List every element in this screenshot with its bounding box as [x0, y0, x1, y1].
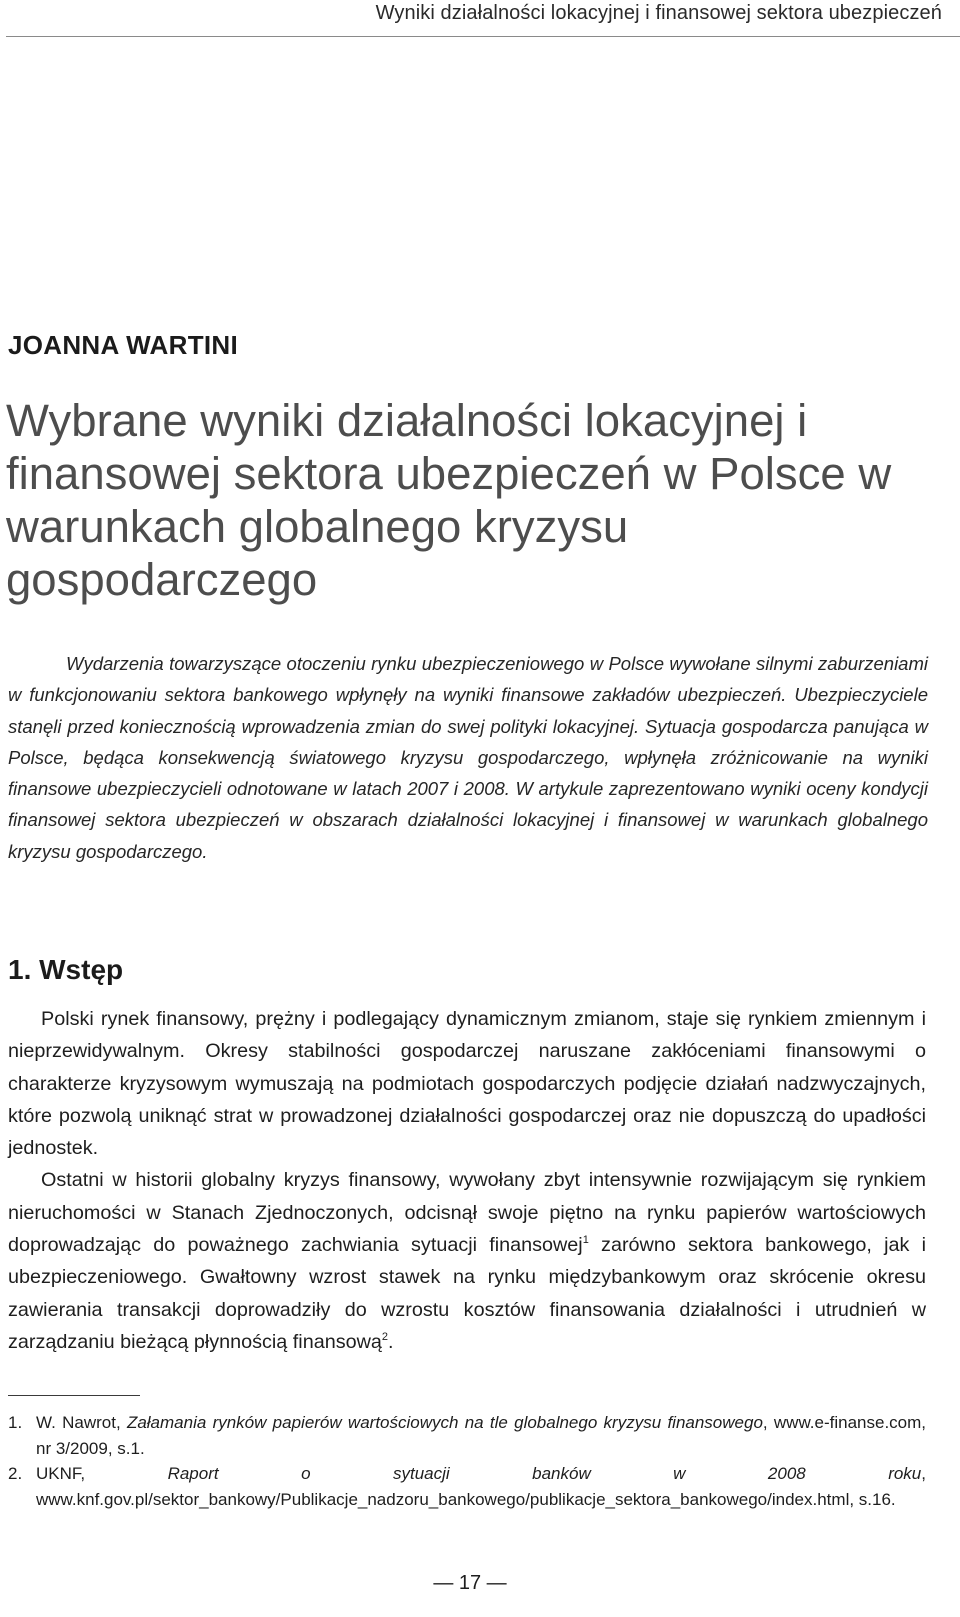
- section-body: [8, 1003, 926, 1358]
- paragraph-text: zarówno sektora bankowego, jak i ubezpieczeniowego. Gwałtowny wzrost stawek na rynku międzybankowym oraz skrócenie okresu zawierania transakcji doprowadziły do wzrostu kosztów finansowania działalności i utrudnień w zarządzaniu bieżącą płynnością finansową: [8, 1234, 926, 1353]
- paragraph-text: .: [388, 1330, 394, 1353]
- body-paragraph: Polski rynek finansowy, prężny i podlegający dynamicznym zmianom, staje się rynkiem zmiennym i nieprzewidywalnym. Okresy stabilności gospodarczej naruszane zakłóceniami finansowymi o charakterze kryzysowym wymuszają na podmiotach gospodarczych podjęcie działań nadzwyczajnych, które pozwolą uniknąć strat w prowadzonej działalności gospodarczej oraz nie dopuszczą do upadłości jednostek.: [8, 1008, 926, 1160]
- footnote-text: [36, 1461, 926, 1512]
- footnote-ref[interactable]: 2: [381, 1330, 388, 1343]
- footnote-author: UKNF,: [36, 1464, 168, 1484]
- footnote-title: Załamania rynków papierów wartościowych na tle globalnego kryzysu finansowego: [126, 1413, 763, 1432]
- footnote-number: 1.: [8, 1413, 23, 1432]
- footnote-source: , www.knf.gov.pl/sektor_bankowy/Publikacje_nadzoru_bankowego/publikacje_sektora_bankowego/index.html, s.16.: [36, 1464, 926, 1510]
- paragraph-text: Ostatni w historii globalny kryzys finansowy, wywołany zbyt intensywnie rozwijającym się rynkiem nieruchomości w Stanach Zjednoczonych, odcisnął swoje piętno na rynku papierów wartościowych doprowadzając do poważnego zachwiania sytuacji finansowej: [8, 1169, 926, 1257]
- footnote-text: [36, 1410, 926, 1461]
- page-number: — 17 —: [433, 1572, 507, 1594]
- article-abstract: Wydarzenia towarzyszące otoczeniu rynku ubezpieczeniowego w Polsce wywołane silnymi zaburzeniami w funkcjonowaniu sektora bankowego wpłynęły na wyniki finansowe zakładów ubezpieczeń. Ubezpieczyciele stanęli przed koniecznością wprowadzenia zmian do swej polityki lokacyjnej. Sytuacja gospodarcza panująca w Polsce, będąca konsekwencją światowego kryzysu gospodarczego, wpłynęła zróżnicowanie na wyniki finansowe ubezpieczycieli odnotowane w latach 2007 i 2008. W artykule zaprezentowano wyniki oceny kondycji finansowej sektora ubezpieczeń w obszarach działalności lokacyjnej i finansowej w warunkach globalnego kryzysu gospodarczego.: [8, 653, 928, 862]
- article-title: Wybrane wyniki działalności lokacyjnej i finansowej sektora ubezpieczeń w Polsce w warunkach globalnego kryzysu gospodarczego: [6, 395, 892, 605]
- footnote-source: , www.e-finanse.com, nr 3/2009, s.1.: [36, 1413, 927, 1458]
- footnote: [8, 1410, 926, 1461]
- running-header: Wyniki działalności lokacyjnej i finansowej sektora ubezpieczeń: [375, 2, 942, 24]
- footnote: [8, 1461, 926, 1512]
- footnote-ref[interactable]: 1: [582, 1234, 589, 1247]
- footnote-author: W. Nawrot,: [36, 1413, 127, 1432]
- footnote-number: 2.: [8, 1464, 23, 1484]
- header-divider: [6, 36, 960, 37]
- body-paragraph: [8, 1164, 926, 1358]
- article-author: JOANNA WARTINI: [8, 330, 239, 360]
- section-heading: 1. Wstęp: [8, 954, 124, 985]
- footnote-title: Raport o sytuacji banków w 2008 roku: [167, 1464, 922, 1484]
- footnote-divider: [8, 1395, 140, 1396]
- footnotes: [8, 1410, 926, 1513]
